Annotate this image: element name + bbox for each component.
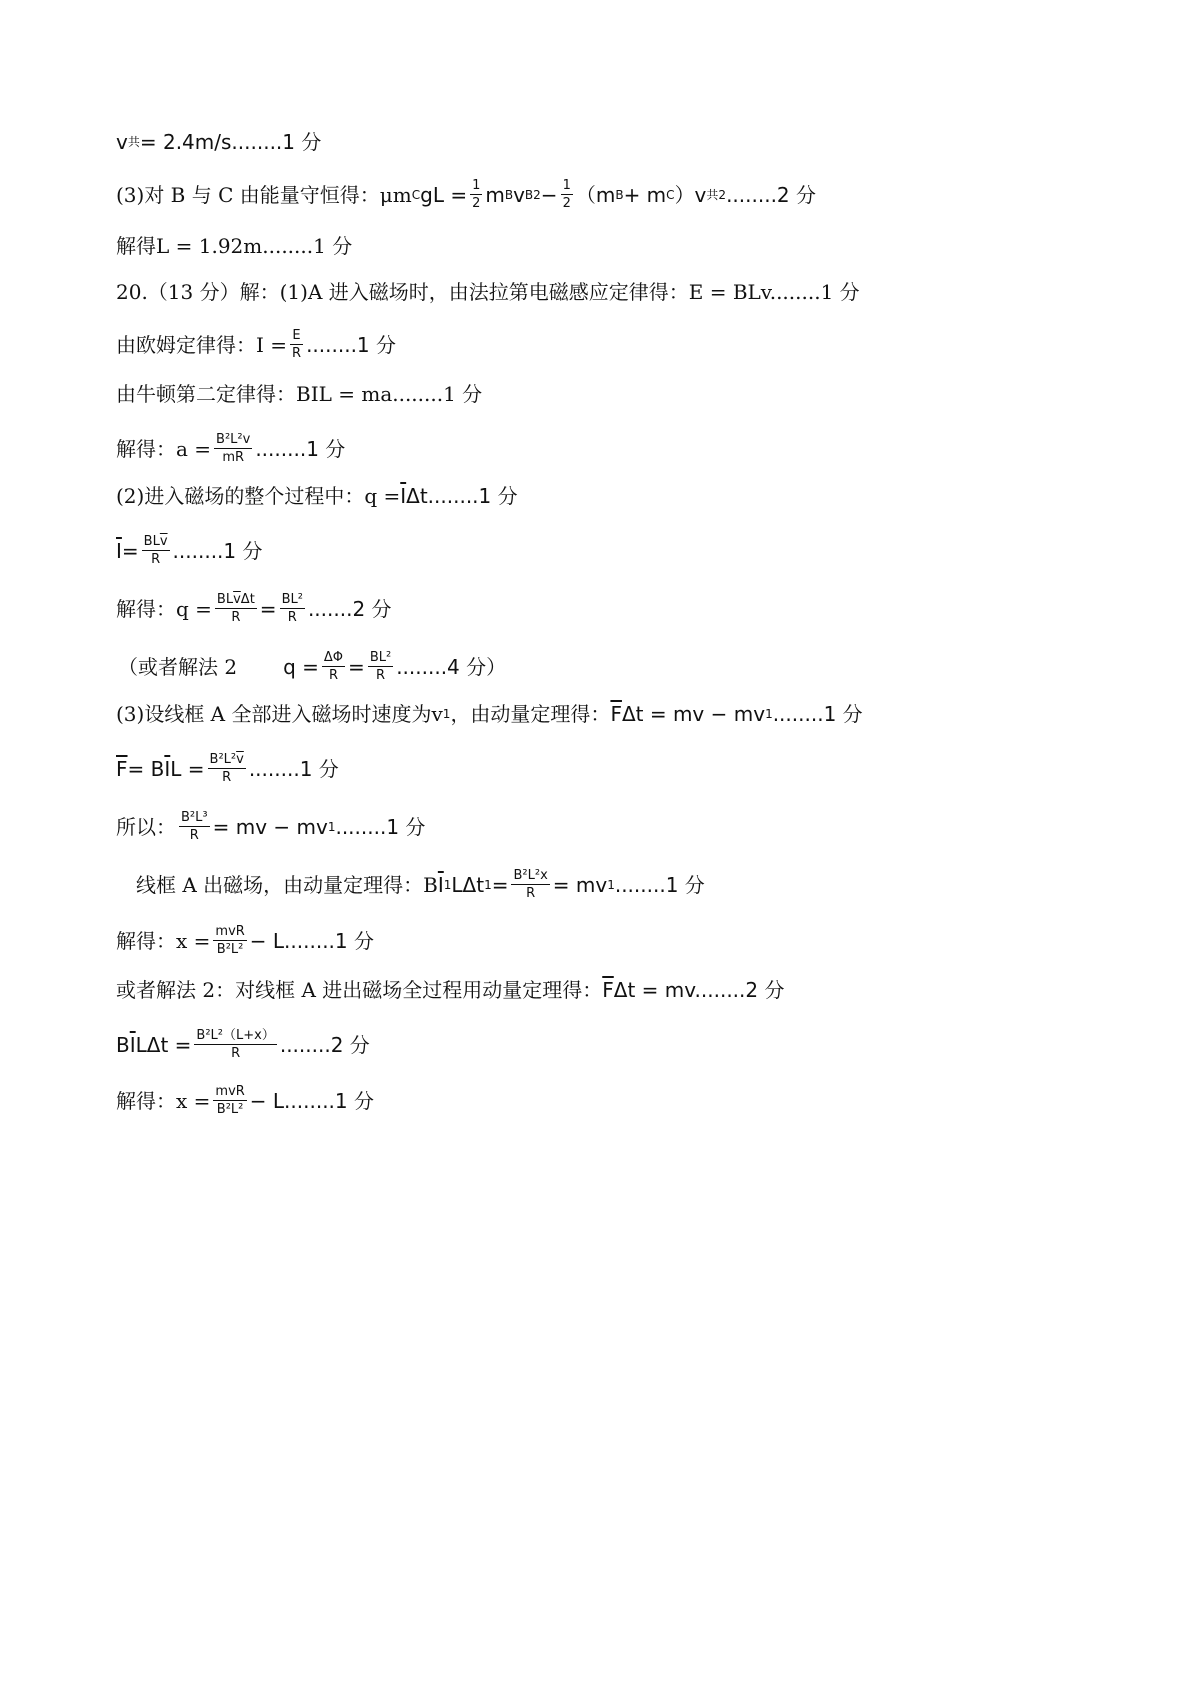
text: 解得：q = [116, 596, 212, 621]
superscript: 2 [718, 187, 727, 202]
text: ........1 分 [614, 872, 705, 897]
line-solve-L [116, 232, 352, 260]
numerator: E [292, 328, 301, 343]
text: ........2 分 [726, 182, 817, 207]
denominator: B²L² [216, 942, 244, 957]
text: LΔt = [135, 1032, 192, 1057]
fraction [215, 592, 257, 625]
text: $\overline{I}$ [129, 1032, 136, 1057]
fraction [280, 592, 305, 625]
text: $\overline{I}$ [437, 872, 444, 897]
fraction [194, 1028, 276, 1061]
denominator: 2 [472, 196, 481, 211]
text: − L........1 分 [249, 1088, 374, 1113]
text: 解得：x = [116, 928, 211, 953]
text: = [121, 538, 139, 563]
subscript: 1 [327, 819, 336, 834]
line-solve-q [116, 592, 392, 625]
text: (3)对 B 与 C 由能量守恒得：μm [116, 182, 412, 207]
line-solve-x-2 [116, 1084, 374, 1117]
text: ........1 分 [772, 702, 863, 726]
text: B²L² [209, 752, 237, 767]
text: − [540, 182, 558, 207]
superscript: 2 [533, 187, 541, 202]
denominator: R [526, 886, 536, 901]
text: $\overline{v}$ [233, 592, 241, 607]
denominator: R [189, 828, 199, 843]
text: （或者解法 2 [118, 654, 238, 679]
text: gL = [420, 182, 468, 207]
text: $\overline{v}$ [159, 534, 168, 549]
text: Δt........1 分 [406, 484, 518, 508]
text: BL [143, 534, 160, 549]
line-therefore [116, 810, 425, 843]
text: q = [283, 654, 319, 679]
denominator: B²L² [216, 1102, 244, 1117]
line-impulse [116, 1028, 370, 1061]
text: − L........1 分 [249, 928, 374, 953]
subscript: 1 [443, 877, 452, 892]
text: Δt = mv − mv [621, 702, 766, 726]
line-alt-solution [118, 650, 506, 683]
text: 线框 A 出磁场，由动量定理得：B [136, 872, 438, 897]
fraction [322, 650, 345, 683]
text: Δt = mv........2 分 [613, 978, 785, 1002]
denominator: R [231, 610, 241, 625]
text: $\overline{I}$ [116, 538, 122, 563]
subscript: 1 [442, 707, 451, 721]
text: LΔt [451, 872, 485, 897]
numerator: 1 [472, 178, 481, 193]
numerator: B²L³ [181, 810, 208, 825]
line-average-current [116, 534, 263, 567]
numerator: B²L²x [513, 868, 548, 883]
text: = [491, 872, 509, 897]
text: 解得：a = [116, 436, 212, 461]
text: = mv [552, 872, 608, 897]
fraction [179, 810, 210, 843]
text: .......2 分 [307, 596, 392, 621]
line-ohm-law [116, 328, 396, 361]
fraction [511, 868, 549, 901]
text: v [116, 130, 128, 154]
text: $\overline{F}$ [610, 702, 622, 726]
text: 由欧姆定律得：I = [116, 332, 288, 357]
fraction [142, 534, 170, 567]
text: ........2 分 [279, 1032, 370, 1057]
fraction [290, 328, 303, 361]
subscript: 1 [607, 877, 615, 892]
line-solve-x [116, 924, 374, 957]
line-solve-a [116, 432, 345, 465]
numerator: B²L²（L+x） [196, 1028, 275, 1043]
subscript: 1 [484, 877, 492, 892]
fraction [561, 178, 573, 211]
numerator: BL² [281, 592, 303, 607]
text: = B [127, 756, 165, 781]
numerator: 1 [562, 178, 571, 193]
text: 或者解法 2：对线框 A 进出磁场全过程用动量定理得： [116, 978, 603, 1002]
fraction [208, 752, 246, 785]
fraction [470, 178, 482, 211]
text: (2)进入磁场的整个过程中：q = [116, 484, 401, 508]
denominator: R [287, 610, 297, 625]
subscript: 共 [127, 135, 140, 149]
line-part2-charge [116, 482, 518, 510]
text: 解得L = 1.92m........1 分 [116, 234, 353, 258]
numerator: mvR [215, 924, 245, 939]
numerator [215, 592, 257, 609]
line-q20-part1 [116, 278, 860, 306]
line-energy-conservation [116, 178, 816, 211]
text: ，由动量定理得： [450, 702, 611, 726]
line-alt-solution-2 [116, 976, 784, 1004]
subscript: 1 [765, 707, 773, 721]
text: 所以： [116, 814, 176, 839]
text: 20.（13 分）解：(1)A 进入磁场时，由法拉第电磁感应定律得：E = BLv........1 分 [116, 280, 860, 304]
text: v [513, 182, 525, 207]
text: = [259, 596, 277, 621]
text: ........1 分 [248, 756, 339, 781]
text: （m [575, 182, 616, 207]
subscript: B [615, 187, 624, 202]
numerator: ΔΦ [323, 650, 344, 665]
text: ........1 分 [255, 436, 346, 461]
denominator: R [151, 552, 161, 567]
subscript: C [666, 187, 675, 202]
fraction [213, 924, 246, 957]
text: = 2.4m/s........1 分 [139, 130, 322, 154]
text: 解得：x = [116, 1088, 211, 1113]
text: ........1 分 [306, 332, 397, 357]
subscript: 共 [706, 187, 719, 202]
line-exit-field [136, 868, 705, 901]
line-part3-momentum [116, 700, 863, 728]
denominator: R [328, 668, 338, 683]
numerator: B²L²v [216, 432, 251, 447]
text: (3)设线框 A 全部进入磁场时速度为v [116, 702, 443, 726]
text: $\overline{I}$ [400, 484, 407, 508]
text: ）v [674, 182, 707, 207]
subscript: C [411, 187, 421, 202]
subscript: B [504, 187, 514, 202]
denominator: 2 [562, 196, 571, 211]
text: BL [216, 592, 234, 607]
text: B [116, 1032, 130, 1057]
text: 由牛顿第二定律得：BIL = ma........1 分 [116, 382, 483, 406]
text: Δt [240, 592, 255, 607]
text: $\overline{F}$ [116, 756, 128, 781]
text: L = [170, 756, 205, 781]
numerator [142, 534, 170, 551]
text: ........1 分 [335, 814, 426, 839]
fraction [368, 650, 393, 683]
line-average-force [116, 752, 339, 785]
text: ........4 分） [396, 654, 507, 679]
subscript: B [524, 187, 534, 202]
denominator: mR [222, 450, 245, 465]
fraction [213, 1084, 246, 1117]
denominator: R [231, 1046, 241, 1061]
denominator: R [292, 346, 302, 361]
text: $\overline{I}$ [164, 756, 171, 781]
text: = mv − mv [212, 814, 328, 839]
denominator: R [375, 668, 386, 683]
fraction [214, 432, 252, 465]
line-newton-second-law [116, 380, 482, 408]
line-v-common [116, 128, 321, 156]
text: $\overline{v}$ [236, 752, 244, 767]
numerator: BL² [369, 650, 392, 665]
text: $\overline{F}$ [602, 978, 614, 1002]
numerator: mvR [215, 1084, 245, 1099]
text: m [485, 182, 505, 207]
numerator [208, 752, 246, 769]
text: = [348, 654, 365, 679]
text: ........1 分 [172, 538, 263, 563]
denominator: R [222, 770, 232, 785]
text: + m [623, 182, 667, 207]
